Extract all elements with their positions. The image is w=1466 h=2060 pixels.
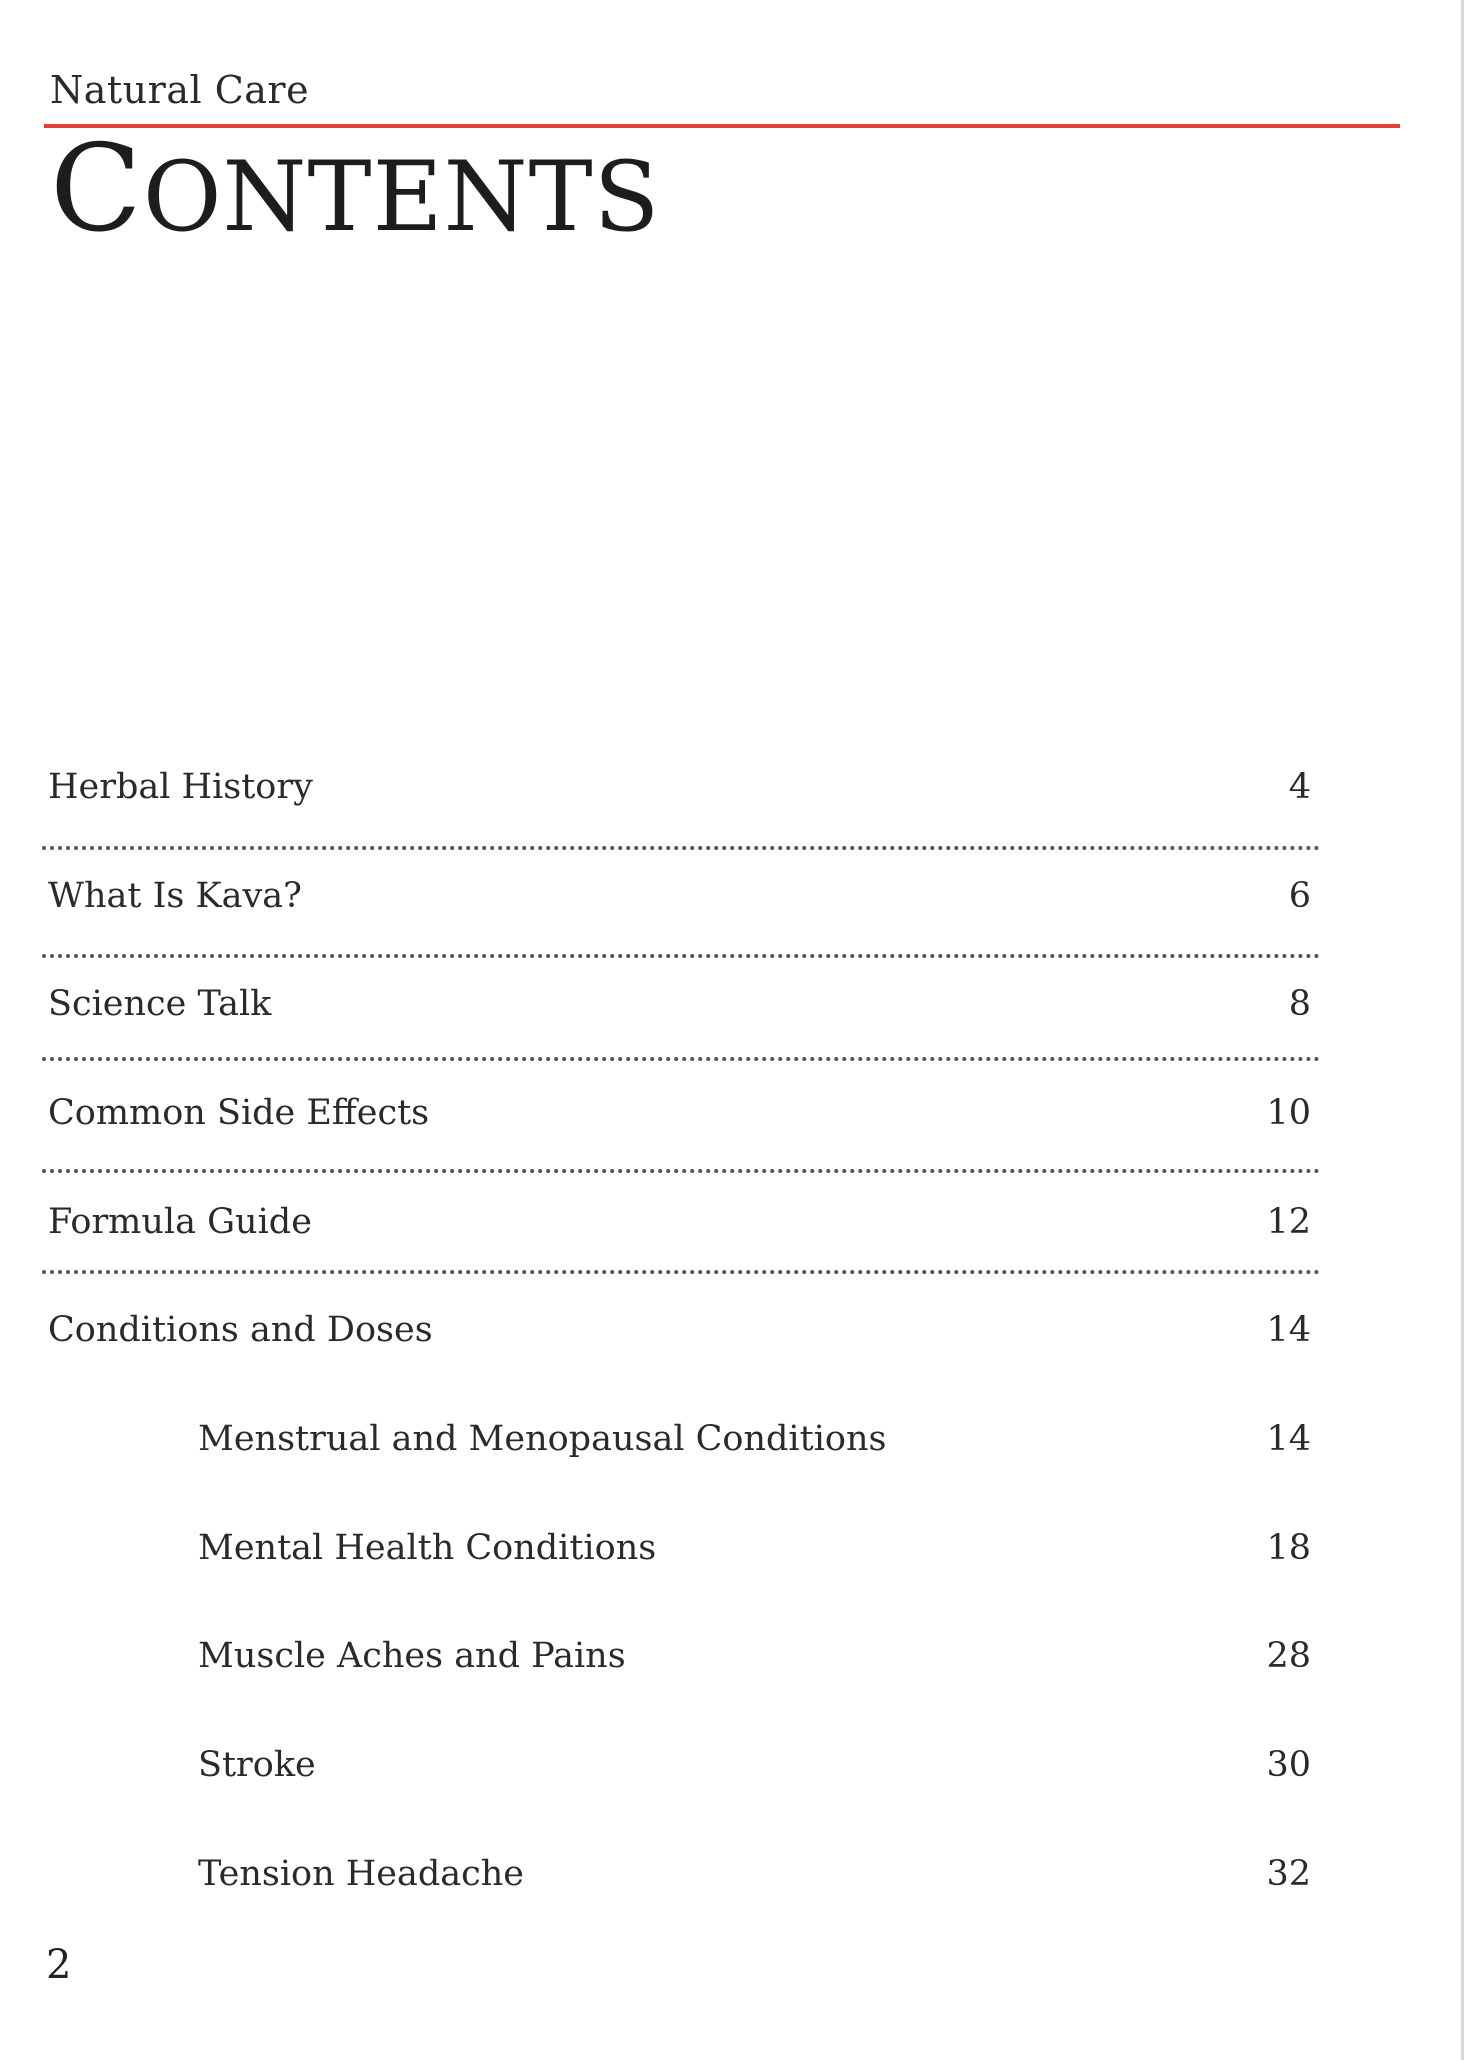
- toc-entry-page: 6: [1288, 876, 1311, 916]
- toc-entry[interactable]: [48, 1083, 1311, 1143]
- toc-subentry[interactable]: [48, 1735, 1311, 1795]
- toc-entry[interactable]: [48, 757, 1311, 817]
- toc-subentry-page: 30: [1266, 1745, 1311, 1785]
- toc-entry-page: 10: [1266, 1093, 1311, 1133]
- toc-subentry[interactable]: [48, 1409, 1311, 1469]
- page-number: 2: [46, 1942, 72, 1988]
- toc-entry-label: Formula Guide: [48, 1202, 312, 1242]
- toc-entry[interactable]: [48, 1300, 1311, 1360]
- toc-subentry-page: 18: [1266, 1528, 1311, 1568]
- running-head: Natural Care: [50, 68, 310, 112]
- toc-entry-page: 4: [1288, 767, 1311, 807]
- page-title-initial: C: [50, 120, 143, 259]
- dotted-divider: [42, 1057, 1320, 1065]
- toc-subentry-label: Mental Health Conditions: [198, 1528, 657, 1568]
- toc-subentry[interactable]: [48, 1518, 1311, 1578]
- toc-subentry-label: Stroke: [198, 1745, 316, 1785]
- toc-entry-label: Common Side Effects: [48, 1093, 430, 1133]
- toc-entry-label: Science Talk: [48, 984, 272, 1024]
- page-title-rest: ONTENTS: [142, 141, 661, 253]
- toc-entry[interactable]: [48, 1192, 1311, 1252]
- toc-subentry-label: Muscle Aches and Pains: [198, 1636, 626, 1676]
- dotted-divider: [42, 846, 1320, 854]
- toc-subentry-page: 28: [1266, 1636, 1311, 1676]
- dotted-divider: [42, 1169, 1320, 1177]
- toc-subentry[interactable]: [48, 1626, 1311, 1686]
- toc-entry-page: 14: [1266, 1310, 1311, 1350]
- toc-entry-label: What Is Kava?: [48, 876, 302, 916]
- dotted-divider: [42, 954, 1320, 962]
- toc-subentry-label: Menstrual and Menopausal Conditions: [198, 1419, 887, 1459]
- toc-entry-label: Conditions and Doses: [48, 1310, 433, 1350]
- toc-subentry-label: Tension Headache: [198, 1854, 525, 1894]
- toc-entry[interactable]: [48, 866, 1311, 926]
- toc-subentry[interactable]: [48, 1844, 1311, 1904]
- dotted-divider: [42, 1270, 1320, 1278]
- toc-entry-page: 12: [1266, 1202, 1311, 1242]
- toc-entry-label: Herbal History: [48, 767, 313, 807]
- toc-entry[interactable]: [48, 974, 1311, 1034]
- toc-entry-page: 8: [1288, 984, 1311, 1024]
- toc-subentry-page: 32: [1266, 1854, 1311, 1894]
- toc-subentry-page: 14: [1266, 1419, 1311, 1459]
